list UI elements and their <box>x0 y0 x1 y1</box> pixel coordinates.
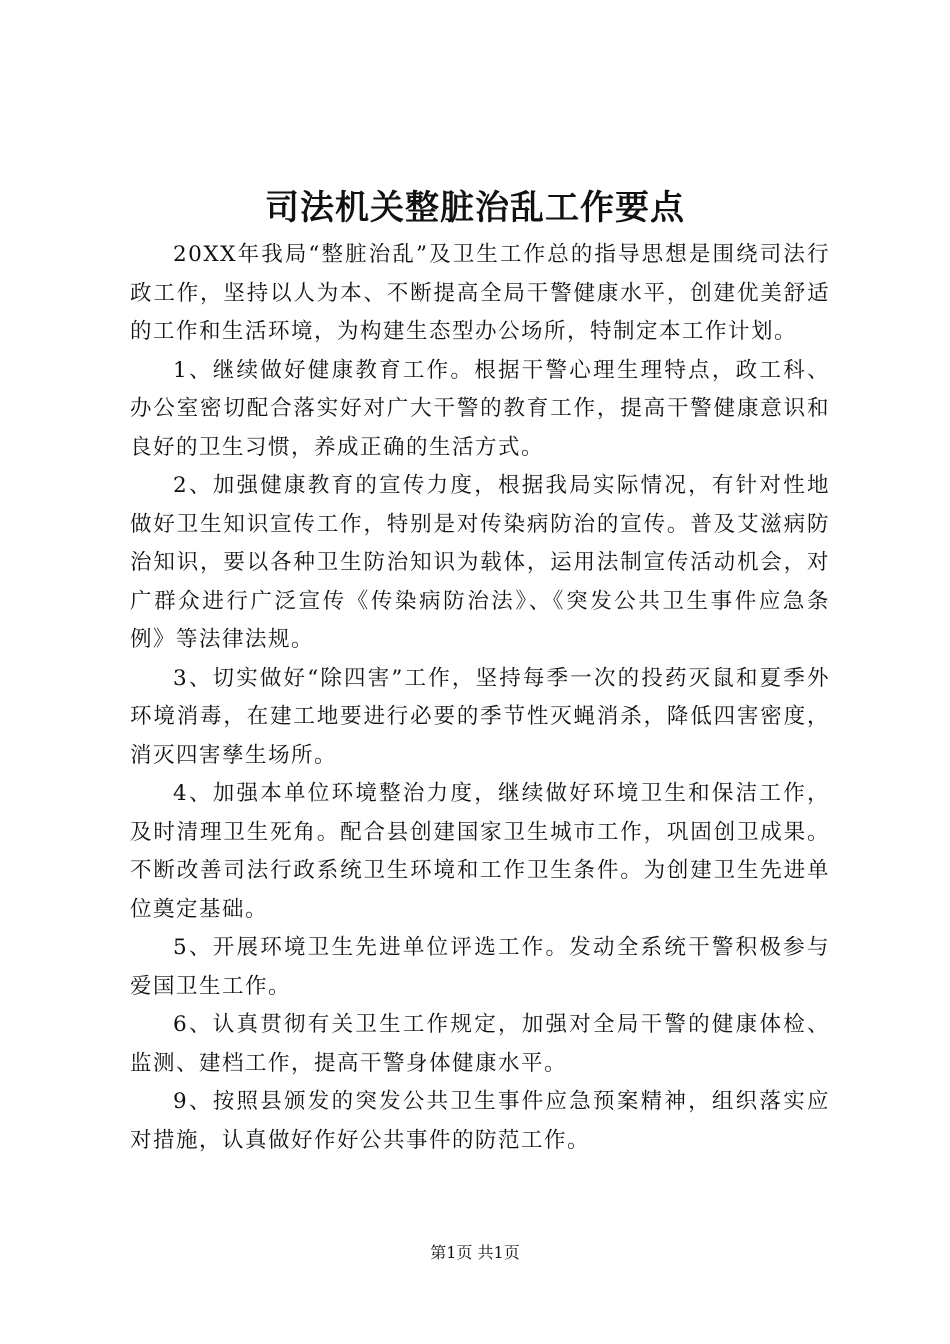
paragraph-item-9: 9、按照县颁发的突发公共卫生事件应急预案精神，组织落实应对措施，认真做好作好公共事件的防范工作。 <box>130 1089 830 1153</box>
paragraph-intro: 20XX年我局“整脏治乱”及卫生工作总的指导思想是围绕司法行政工作，坚持以人为本、不断提高全局干警健康水平，创建优美舒适的工作和生活环境，为构建生态型办公场所，特制定本工作计划。 <box>130 242 830 344</box>
paragraph-item-5: 5、开展环境卫生先进单位评选工作。发动全系统干警积极参与爱国卫生工作。 <box>130 935 830 999</box>
page-footer: 第1页 共1页 <box>430 1243 520 1262</box>
paragraph-item-1: 1、继续做好健康教育工作。根据干警心理生理特点，政工科、办公室密切配合落实好对广大干警的教育工作，提高干警健康意识和良好的卫生习惯，养成正确的生活方式。 <box>130 357 830 460</box>
paragraph-item-6: 6、认真贯彻有关卫生工作规定，加强对全局干警的健康体检、监测、建档工作，提高干警身体健康水平。 <box>130 1012 830 1076</box>
paragraph-item-4: 4、加强本单位环境整治力度，继续做好环境卫生和保洁工作，及时清理卫生死角。配合县创建国家卫生城市工作，巩固创卫成果。不断改善司法行政系统卫生环境和工作卫生条件。为创建卫生先进单位奠定基础。 <box>130 781 830 922</box>
paragraph-item-2: 2、加强健康教育的宣传力度，根据我局实际情况，有针对性地做好卫生知识宣传工作，特别是对传染病防治的宣传。普及艾滋病防治知识，要以各种卫生防治知识为载体，运用法制宣传活动机会，对广群众进行广泛宣传《传染病防治法》、《突发公共卫生事件应急条例》等法律法规。 <box>130 473 830 652</box>
document-title: 司法机关整脏治乱工作要点 <box>265 188 685 228</box>
document-body <box>130 236 830 1160</box>
paragraph-item-3: 3、切实做好“除四害”工作，坚持每季一次的投药灭鼠和夏季外环境消毒，在建工地要进行必要的季节性灭蝇消杀，降低四害密度，消灭四害孳生场所。 <box>130 665 830 768</box>
